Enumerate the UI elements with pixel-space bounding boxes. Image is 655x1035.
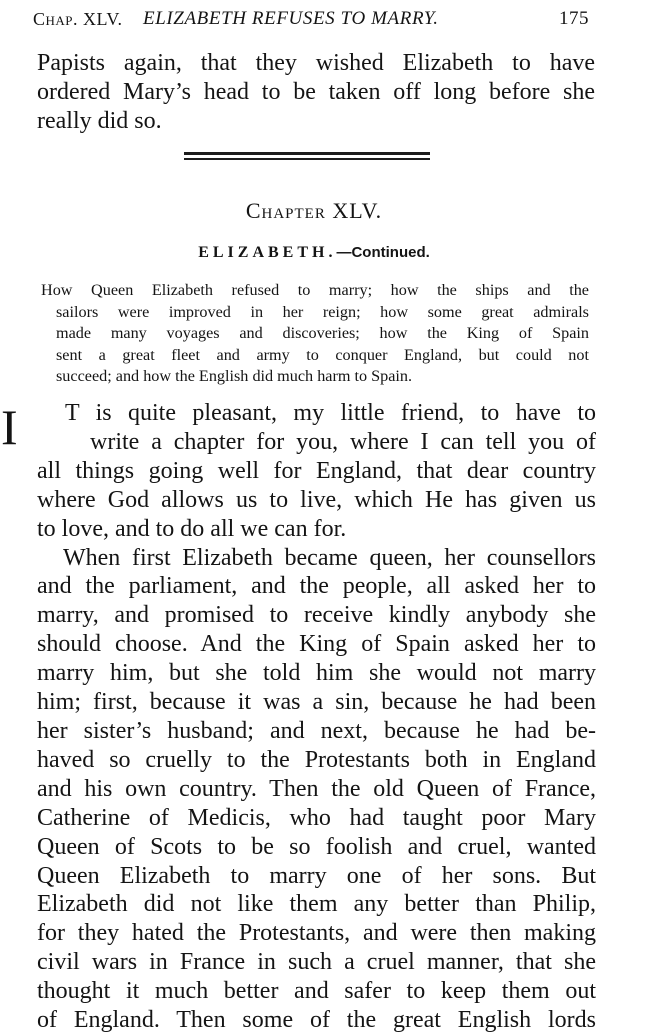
text-line: Queen of Scots to be so foolish and cruel, wanted [37, 833, 596, 860]
body-text [37, 399, 596, 1035]
text-line: and the parliament, and the people, all asked her to [37, 573, 596, 600]
text-line: ordered Mary’s head to be taken off long before she [37, 79, 595, 105]
text-line: T is quite pleasant, my little friend, to have to [65, 400, 596, 426]
text-line: Catherine of Medicis, who had taught poor Mary [37, 804, 596, 831]
text-line: haved so cruelly to the Protestants both in England [37, 746, 596, 773]
drop-cap-initial: I [1, 399, 18, 455]
text-line: him; first, because it was a sin, because he had been [37, 689, 596, 716]
chapter-subtitle-name: ELIZABETH. [198, 244, 337, 261]
divider-line-thick [184, 152, 430, 155]
summary-line: made many voyages and discoveries; how the King of Spain [56, 324, 589, 342]
text-line: Papists again, that they wished Elizabeth to have [37, 50, 595, 76]
text-line: write a chapter for you, where I can tell you of [90, 428, 596, 455]
text-line: thought it much better and safer to keep them out [37, 978, 596, 1005]
continued-paragraph [37, 49, 595, 136]
text-line: should choose. And the King of Spain asked her to [37, 631, 596, 658]
chapter-summary [41, 280, 589, 388]
text-line: Elizabeth did not like them any better than Philip, [37, 891, 596, 918]
text-line: of England. Then some of the great English lords [37, 1007, 596, 1034]
summary-line: How Queen Elizabeth refused to marry; how the ships and the [41, 281, 589, 299]
text-line: and his own country. Then the old Queen of France, [37, 775, 596, 802]
text-line: her sister’s husband; and next, because he had be- [37, 717, 596, 744]
summary-line: sent a great fleet and army to conquer England, but could not [56, 345, 589, 364]
chapter-heading: Chapter XLV. [245, 198, 383, 223]
divider-line-thin [184, 158, 430, 160]
section-divider-rule [184, 152, 430, 160]
text-line: marry him, but she told him she would not marry [37, 660, 596, 687]
summary-line: sailors were improved in her reign; how some great admirals [56, 302, 589, 321]
text-line: civil wars in France in such a cruel manner, that she [37, 949, 596, 976]
page-number: 175 [559, 8, 589, 29]
running-head-chapter: Chap. XLV. [33, 9, 123, 29]
text-line: marry, and promised to receive kindly anybody she [37, 602, 596, 629]
running-head-title: ELIZABETH REFUSES TO MARRY. [143, 8, 439, 29]
text-line: where God allows us to live, which He has given us [37, 486, 596, 513]
chapter-subtitle-continued: —Continued. [336, 244, 430, 261]
text-line: Queen Elizabeth to marry one of her sons. But [37, 862, 596, 889]
text-line: really did so. [37, 108, 162, 134]
text-line: When first Elizabeth became queen, her counsellors [63, 544, 596, 571]
text-line: for they hated the Protestants, and were then making [37, 920, 596, 947]
text-line: all things going well for England, that dear country [37, 457, 596, 484]
running-head [33, 6, 589, 32]
chapter-subtitle [0, 242, 628, 264]
summary-line: succeed; and how the English did much harm to Spain. [56, 367, 413, 385]
text-line: to love, and to do all we can for. [37, 515, 347, 542]
